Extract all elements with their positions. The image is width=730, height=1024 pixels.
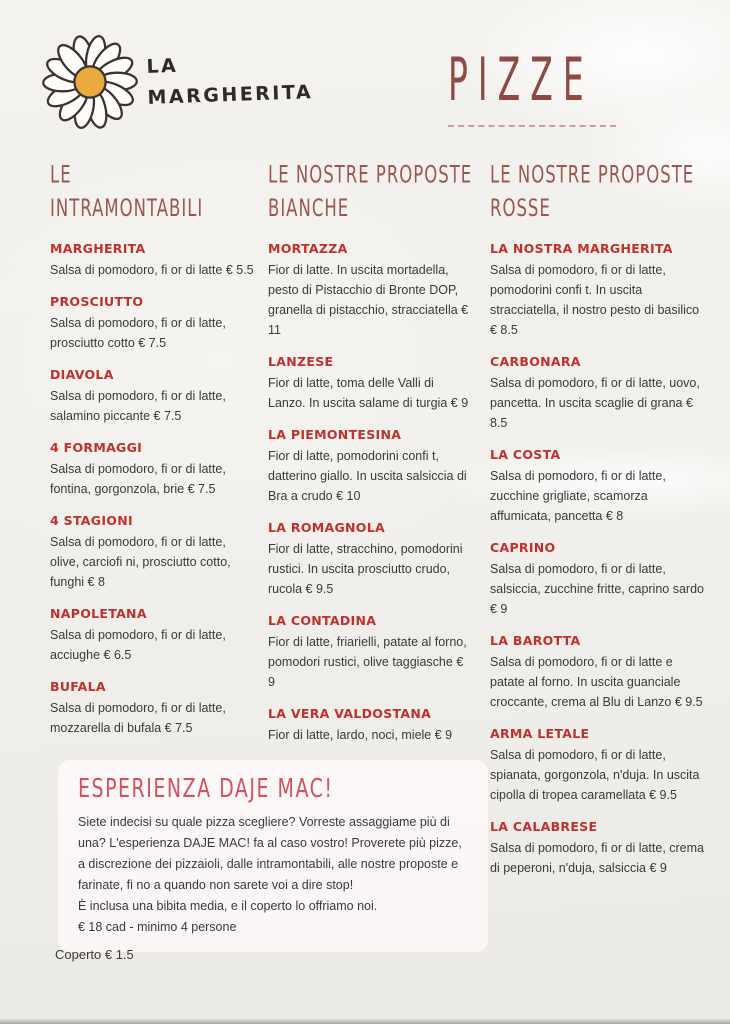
menu-item <box>268 240 470 340</box>
brand-line2: MARGHERITA <box>147 81 314 109</box>
column-header-line2: INTRAMONTABILI <box>50 194 204 222</box>
menu-item-desc-text: Salsa di pomodoro, fi or di latte, uovo, pancetta. In uscita scaglie di grana <box>490 376 700 410</box>
menu-item-name: LA CONTADINA <box>268 613 377 628</box>
menu-item-desc <box>268 260 470 340</box>
menu-item-price: € 9 <box>490 602 508 616</box>
column-header-line1: LE NOSTRE PROPOSTE <box>268 160 473 189</box>
brand-line1: LA <box>146 54 179 78</box>
menu-item-name: 4 FORMAGGI <box>50 440 143 455</box>
menu-item-name: MARGHERITA <box>50 241 146 256</box>
menu-item-name: LA VERA VALDOSTANA <box>268 706 432 721</box>
menu-item-desc-text: Salsa di pomodoro, fi or di latte, mozzarella di bufala <box>50 701 226 735</box>
menu-item-desc <box>490 652 704 712</box>
menu-item <box>50 293 258 353</box>
menu-item-name: LA ROMAGNOLA <box>268 520 385 535</box>
menu-item <box>490 240 704 340</box>
menu-item-desc-text: Fior di latte, toma delle Valli di Lanzo. In uscita salame di turgia <box>268 376 448 410</box>
menu-item-price: € 11 <box>268 303 469 337</box>
menu-item-desc <box>490 373 704 433</box>
menu-item-price: € 9 <box>434 728 453 742</box>
column-header <box>50 158 258 225</box>
title-dashed-underline <box>448 125 616 127</box>
menu-item-desc-text: Salsa di pomodoro, fi or di latte e patate al forno. In uscita guanciale croccante, crema al Blu di Lanzo <box>490 655 681 709</box>
column-header-line1: LE <box>50 160 72 189</box>
menu-item-price: € 9 <box>450 396 469 410</box>
menu-item-desc <box>268 373 470 413</box>
menu-item-name: LA BAROTTA <box>490 633 581 648</box>
menu-item-desc <box>268 725 470 745</box>
menu-item-price: € 9.5 <box>305 582 334 596</box>
menu-item-price: € 6.5 <box>103 648 132 662</box>
menu-item-name: 4 STAGIONI <box>50 513 133 528</box>
menu-item-desc-text: Fior di latte. In uscita mortadella, pesto di Pistacchio di Bronte DOP, granella di pistacchio, stracciatella <box>268 263 459 317</box>
menu-item <box>50 512 258 592</box>
menu-item-desc <box>490 838 704 878</box>
menu-item-desc-text: Salsa di pomodoro, fi or di latte, salamino piccante <box>50 389 226 423</box>
menu-item-desc-text: Salsa di pomodoro, fi or di latte, zucchine grigliate, scamorza affumicata, pancetta <box>490 469 666 523</box>
column-proposte-rosse <box>490 158 704 891</box>
menu-item-price: € 10 <box>336 489 361 503</box>
menu-item-desc <box>50 260 258 280</box>
menu-item-name: LANZESE <box>268 354 334 369</box>
promo-paragraph-1: Siete indecisi su quale pizza scegliere? Vorreste assaggiame più di una? L'esperienza DAJE MAC! fa al caso vostro! Proverete più pizze, a discrezione dei pizzaioli, dalle intramontabili, alle nostre proposte e farinate, fi no a quando non sarete voi a dire stop! <box>78 815 462 892</box>
menu-item-desc-text: Fior di latte, lardo, noci, miele <box>268 728 432 742</box>
menu-item-desc <box>490 260 704 340</box>
menu-item <box>490 353 704 433</box>
menu-item-price: € 7.5 <box>187 482 216 496</box>
menu-item-price: € 5.5 <box>225 263 254 277</box>
menu-item-desc-text: Salsa di pomodoro, fi or di latte, acciughe <box>50 628 226 662</box>
photo-bottom-edge <box>0 1018 730 1024</box>
menu-item-desc-text: Fior di latte, pomodorini confi t, datterino giallo. In uscita salsiccia di Bra a crudo <box>268 449 467 503</box>
menu-item-desc-text: Salsa di pomodoro, fi or di latte, pomodorini confi t. In uscita stracciatella, il nostro pesto di basilico <box>490 263 700 317</box>
menu-item-name: PROSCIUTTO <box>50 294 144 309</box>
menu-item-desc-text: Salsa di pomodoro, fi or di latte, olive, carciofi ni, prosciutto cotto, funghi <box>50 535 231 589</box>
menu-item-name: LA PIEMONTESINA <box>268 427 402 442</box>
menu-item-price: € 7.5 <box>138 336 167 350</box>
column-header <box>490 158 704 225</box>
menu-item-desc <box>268 446 470 506</box>
menu-item-price: € 8 <box>605 509 624 523</box>
menu-item-name: LA COSTA <box>490 447 561 462</box>
menu-item-desc <box>490 745 704 805</box>
menu-item-desc-text: Fior di latte, friarielli, patate al forno, pomodori rustici, olive taggiasche <box>268 635 467 669</box>
menu-item-desc <box>268 632 470 692</box>
menu-item-name: LA NOSTRA MARGHERITA <box>490 241 673 256</box>
menu-item-desc-text: Salsa di pomodoro, fi or di latte, prosciutto cotto <box>50 316 226 350</box>
menu-item <box>490 818 704 878</box>
menu-item-desc <box>50 698 258 738</box>
menu-item-price: € 9.5 <box>674 695 703 709</box>
brand-name <box>146 46 314 114</box>
menu-item-name: ARMA LETALE <box>490 726 590 741</box>
menu-item <box>268 519 470 599</box>
column-header <box>268 158 473 225</box>
menu-item-desc <box>50 532 258 592</box>
menu-item-desc <box>268 539 470 599</box>
menu-item-desc-text: Salsa di pomodoro, fi or di latte, salsiccia, zucchine fritte, caprino sardo <box>490 562 704 596</box>
menu-item-name: DIAVOLA <box>50 367 114 382</box>
menu-item-name: LA CALABRESE <box>490 819 598 834</box>
menu-item <box>268 353 470 413</box>
menu-item <box>50 439 258 499</box>
menu-item-price: € 8 <box>87 575 105 589</box>
page-title: PIZZE <box>448 44 594 115</box>
column-proposte-bianche <box>268 158 473 758</box>
promo-paragraph-2: È inclusa una bibita media, e il coperto lo offriamo noi. <box>78 899 378 913</box>
promo-box-daje-mac <box>58 760 488 952</box>
menu-item-desc <box>50 459 258 499</box>
menu-item-price: € 9.5 <box>649 788 677 802</box>
menu-item <box>268 426 470 506</box>
menu-item-desc <box>50 386 258 426</box>
column-header-line2: ROSSE <box>490 194 551 222</box>
column-intramontabili <box>50 158 258 751</box>
menu-item <box>268 612 470 692</box>
menu-item-desc-text: Salsa di pomodoro, fi or di latte, crema di peperoni, n'duja, salsiccia <box>490 841 704 875</box>
column-header-line1: LE NOSTRE PROPOSTE <box>490 160 695 189</box>
promo-paragraph-3: € 18 cad - minimo 4 persone <box>78 920 237 934</box>
menu-item-desc <box>50 625 258 665</box>
column-header-line2: BIANCHE <box>268 194 350 222</box>
menu-item-name: BUFALA <box>50 679 106 694</box>
menu-item-desc-text: Salsa di pomodoro, fi or di latte, fontina, gorgonzola, brie <box>50 462 226 496</box>
menu-item-desc <box>490 559 704 619</box>
menu-item-desc-text: Salsa di pomodoro, fi or di latte, spianata, gorgonzola, n'duja. In uscita cipolla di tropea caramellata <box>490 748 700 802</box>
menu-item-name: CARBONARA <box>490 354 581 369</box>
menu-item <box>50 366 258 426</box>
menu-item-price: € 7.5 <box>164 721 193 735</box>
menu-item <box>50 605 258 665</box>
menu-item <box>490 725 704 805</box>
menu-item-price: € 9 <box>649 861 667 875</box>
menu-item-price: € 8.5 <box>490 396 693 430</box>
menu-item-price: € 9 <box>268 655 464 689</box>
menu-item-desc <box>50 313 258 353</box>
menu-item-desc-text: Fior di latte, stracchino, pomodorini rustici. In uscita prosciutto crudo, rucola <box>268 542 463 596</box>
coperto-note: Coperto € 1.5 <box>55 947 134 962</box>
menu-item-price: € 7.5 <box>153 409 182 423</box>
menu-item <box>50 240 258 280</box>
menu-item-desc <box>490 466 704 526</box>
menu-item <box>490 446 704 526</box>
menu-item-desc-text: Salsa di pomodoro, fi or di latte <box>50 263 223 277</box>
promo-title: ESPERIENZA DAJE MAC! <box>78 774 334 804</box>
menu-item <box>490 632 704 712</box>
menu-item-name: NAPOLETANA <box>50 606 147 621</box>
menu-item <box>490 539 704 619</box>
menu-item-name: CAPRINO <box>490 540 556 555</box>
menu-item <box>268 705 470 745</box>
menu-item <box>50 678 258 738</box>
menu-item-name: MORTAZZA <box>268 241 348 256</box>
menu-item-price: € 8.5 <box>490 323 518 337</box>
